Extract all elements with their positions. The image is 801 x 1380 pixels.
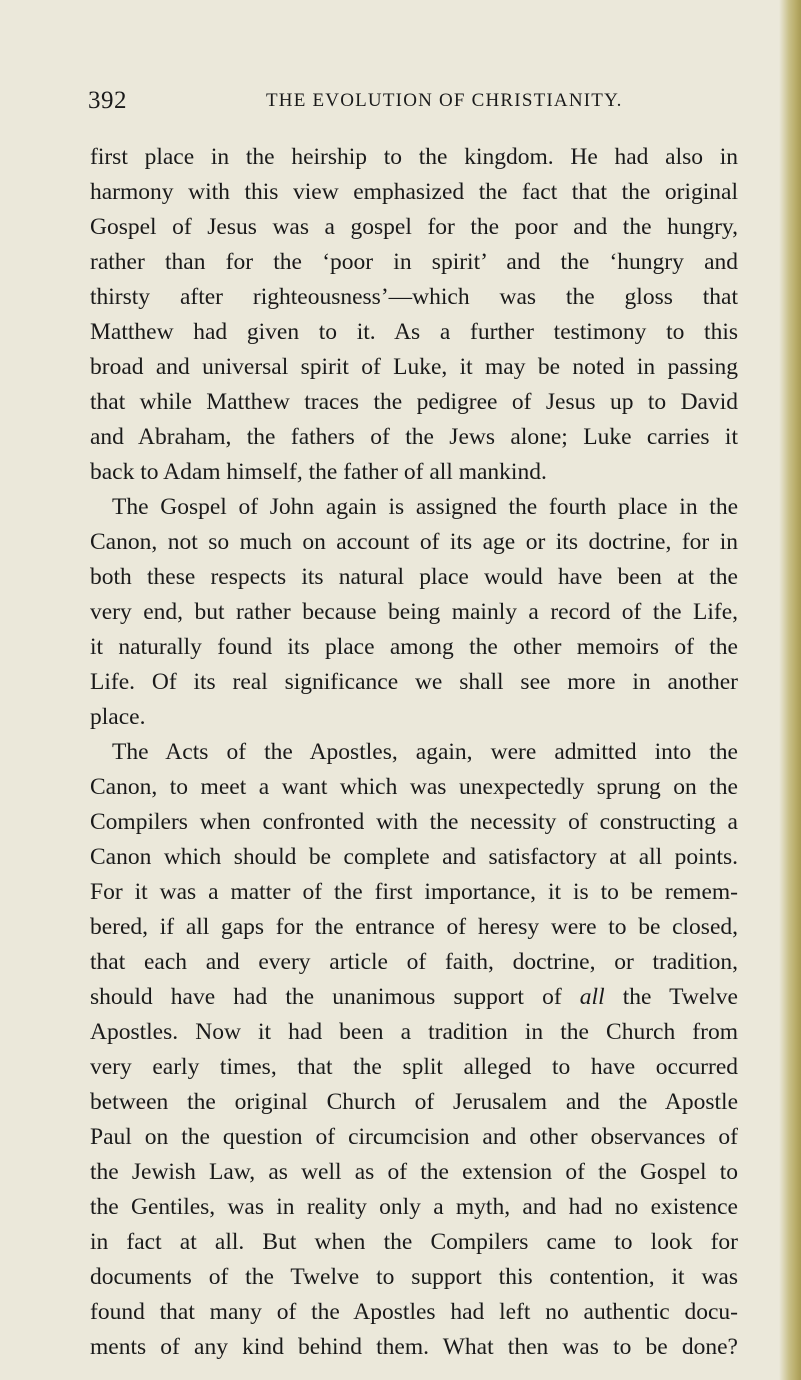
text-line: in fact at all. But when the Compilers came to look for <box>90 1229 738 1255</box>
text-line: that each and every article of faith, doctrine, or tradition, <box>90 949 738 975</box>
text-line: bered, if all gaps for the entrance of heresy were to be closed, <box>90 914 738 940</box>
running-head: THE EVOLUTION OF CHRISTIANITY. <box>266 90 623 111</box>
text-line: The Acts of the Apostles, again, were admitted into the <box>112 739 738 765</box>
text-line: it naturally found its place among the other memoirs of the <box>90 634 738 660</box>
text-line: rather than for the ‘poor in spirit’ and the ‘hungry and <box>90 249 738 275</box>
text-line: Canon, not so much on account of its age or its doctrine, for in <box>90 529 738 555</box>
page-edge-shadow <box>779 0 801 1380</box>
text-line: the Gentiles, was in reality only a myth, and had no existence <box>90 1194 738 1220</box>
text-line: both these respects its natural place would have been at the <box>90 564 738 590</box>
body-text <box>90 140 738 1365</box>
text-line: found that many of the Apostles had left no authentic docu- <box>90 1299 738 1325</box>
text-line: Canon, to meet a want which was unexpectedly sprung on the <box>90 774 738 800</box>
text-line: ments of any kind behind them. What then was to be done? <box>90 1334 738 1360</box>
text-line: Compilers when confronted with the necessity of constructing a <box>90 809 738 835</box>
text-line: thirsty after righteousness’—which was the gloss that <box>90 284 738 310</box>
text-line: the Jewish Law, as well as of the extension of the Gospel to <box>90 1159 738 1185</box>
text-line: first place in the heirship to the kingdom. He had also in <box>90 144 738 170</box>
text-line: Matthew had given to it. As a further testimony to this <box>90 319 738 345</box>
text-line: documents of the Twelve to support this contention, it was <box>90 1264 738 1290</box>
page-number: 392 <box>88 87 127 114</box>
text-line: and Abraham, the fathers of the Jews alone; Luke carries it <box>90 424 738 450</box>
text-line: that while Matthew traces the pedigree of Jesus up to David <box>90 389 738 415</box>
text-line: The Gospel of John again is assigned the fourth place in the <box>112 494 738 520</box>
text-line: should have had the unanimous support of all the Twelve <box>90 984 738 1010</box>
text-line: For it was a matter of the first importance, it is to be remem- <box>90 879 738 905</box>
text-line: harmony with this view emphasized the fact that the original <box>90 179 738 205</box>
page-header <box>88 87 740 119</box>
emphasis-all: all <box>579 984 605 1010</box>
text-line: Life. Of its real significance we shall see more in another <box>90 669 738 695</box>
text-line: Paul on the question of circumcision and other observances of <box>90 1124 738 1150</box>
text-line: broad and universal spirit of Luke, it may be noted in passing <box>90 354 738 380</box>
text-line: Gospel of Jesus was a gospel for the poor and the hungry, <box>90 214 738 240</box>
text-line: very end, but rather because being mainly a record of the Life, <box>90 599 738 625</box>
text-line: between the original Church of Jerusalem and the Apostle <box>90 1089 738 1115</box>
text-line: Canon which should be complete and satisfactory at all points. <box>90 844 738 870</box>
text-line: back to Adam himself, the father of all mankind. <box>90 459 547 485</box>
text-line: place. <box>90 704 146 730</box>
text-line: Apostles. Now it had been a tradition in the Church from <box>90 1019 738 1045</box>
text-line: very early times, that the split alleged to have occurred <box>90 1054 738 1080</box>
